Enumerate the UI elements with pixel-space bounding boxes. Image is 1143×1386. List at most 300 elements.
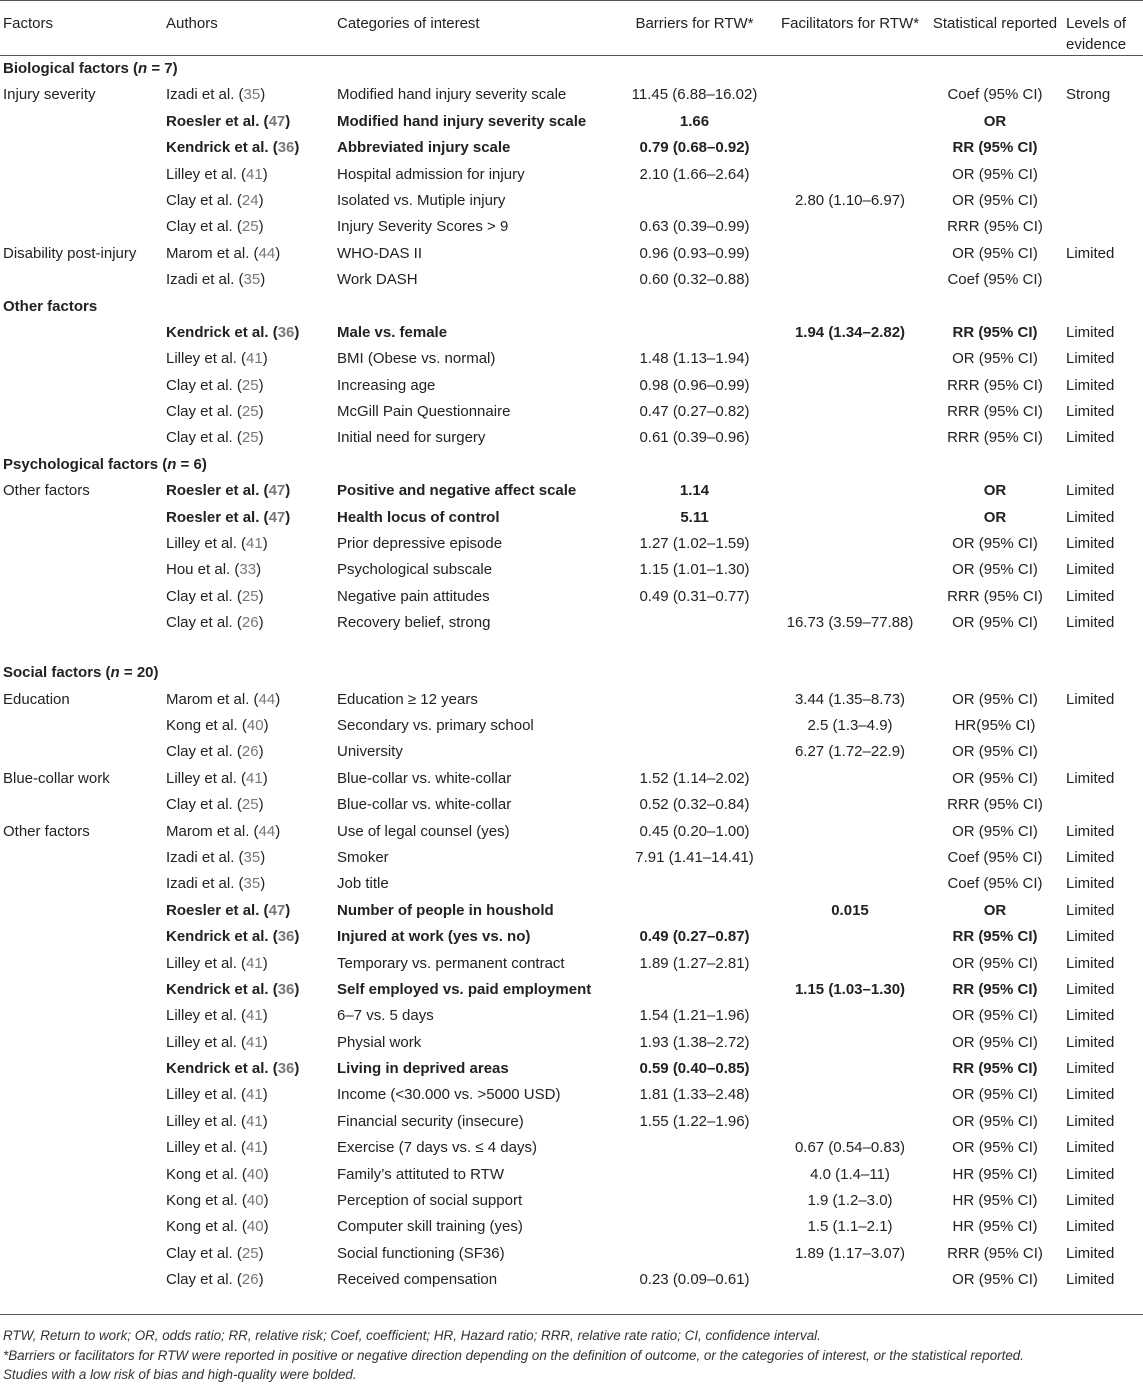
category-cell: Initial need for surgery (337, 429, 486, 447)
category-cell: Secondary vs. primary school (337, 716, 534, 734)
paren-close: ) (262, 1033, 268, 1051)
barrier-value: 0.63 (0.39–0.99) (639, 218, 750, 236)
barrier-value: 1.27 (1.02–1.59) (639, 535, 750, 553)
reference-link[interactable]: 41 (246, 1033, 263, 1051)
table-row (0, 1082, 1143, 1108)
table-row (0, 162, 1143, 188)
barrier-value: 0.47 (0.27–0.82) (639, 403, 750, 421)
category-cell: Financial security (insecure) (337, 1112, 524, 1130)
table-row (0, 267, 1143, 293)
category-cell: Positive and negative affect scale (337, 482, 577, 500)
barrier-value: 7.91 (1.41–14.41) (635, 848, 754, 866)
reference-link[interactable]: 44 (258, 822, 276, 840)
facilitator-value: 3.44 (1.35–8.73) (794, 690, 906, 708)
reference-link[interactable]: 36 (277, 323, 295, 341)
category-cell: Smoker (337, 848, 389, 866)
category-cell: Blue-collar vs. white-collar (337, 796, 512, 814)
section-label-n: n (138, 60, 148, 77)
category-cell: WHO-DAS II (337, 244, 422, 262)
barrier-value: 0.98 (0.96–0.99) (639, 376, 750, 394)
paren-open: ( (236, 1033, 247, 1051)
barrier-value: 0.49 (0.27–0.87) (639, 928, 750, 946)
reference-link[interactable]: 25 (241, 218, 259, 236)
evidence-level (1063, 267, 1143, 293)
facilitator-value (773, 373, 928, 399)
author-name: Clay et al. (166, 429, 233, 447)
header-barriers: Barriers for RTW* (617, 1, 773, 56)
paren-open: ( (237, 1192, 247, 1210)
category-cell: Abbreviated injury scale (337, 139, 511, 157)
author-cell (163, 792, 334, 818)
section-label-part: Psychological factors ( (3, 455, 168, 473)
paren-close: ) (258, 403, 264, 421)
reference-link[interactable]: 25 (241, 587, 259, 605)
table-row (0, 241, 1143, 267)
category-cell: BMI (Obese vs. normal) (337, 350, 496, 368)
table-row (0, 1109, 1143, 1135)
facilitator-value (773, 871, 928, 897)
barrier-value: 0.60 (0.32–0.88) (639, 271, 750, 289)
statistic-type: OR (983, 901, 1007, 919)
category-cell: Number of people in houshold (337, 901, 554, 919)
barrier-value (617, 713, 773, 739)
author-cell (163, 766, 334, 792)
reference-link[interactable]: 44 (258, 244, 276, 262)
reference-link[interactable]: 40 (246, 1192, 264, 1210)
barrier-value (617, 1188, 773, 1214)
evidence-level (1063, 162, 1143, 188)
author-cell (163, 1135, 334, 1161)
paren-close: ) (285, 901, 291, 919)
reference-link[interactable]: 26 (241, 743, 259, 761)
factor-cell (0, 214, 163, 240)
author-cell (163, 1082, 334, 1108)
barrier-value: 1.54 (1.21–1.96) (639, 1007, 750, 1025)
reference-link[interactable]: 25 (241, 1244, 259, 1262)
paren-open: ( (236, 769, 247, 787)
table-row (0, 713, 1143, 739)
author-cell (163, 924, 334, 950)
statistic-type: OR (95% CI) (952, 1112, 1038, 1130)
statistic-type: OR (95% CI) (952, 1271, 1038, 1289)
header-levels: Levels of evidence (1063, 1, 1143, 56)
paren-close: ) (258, 1271, 264, 1289)
reference-link[interactable]: 47 (268, 901, 286, 919)
reference-link[interactable]: 25 (241, 796, 259, 814)
reference-link[interactable]: 41 (246, 165, 263, 183)
evidence-level (1063, 135, 1143, 161)
section-label-n: n (167, 455, 177, 473)
statistic-type: OR (95% CI) (952, 1007, 1038, 1025)
reference-link[interactable]: 35 (243, 875, 261, 893)
author-name: Marom et al. (166, 244, 250, 262)
reference-link[interactable]: 36 (277, 1060, 295, 1078)
paren-close: ) (260, 271, 266, 289)
facilitator-value (773, 214, 928, 240)
category-cell: Perception of social support (337, 1192, 523, 1210)
statistic-type: OR (95% CI) (952, 165, 1038, 183)
factor-cell: Injury severity (3, 86, 96, 104)
author-name: Roesler et al. (166, 482, 260, 500)
evidence-level: Limited (1066, 1033, 1115, 1051)
factor-cell (0, 267, 163, 293)
author-name: Izadi et al. (166, 271, 235, 289)
author-name: Lilley et al. (166, 1007, 237, 1025)
facilitator-value (773, 241, 928, 267)
category-cell: Living in deprived areas (337, 1060, 509, 1078)
table-row (0, 1267, 1143, 1293)
evidence-level: Limited (1066, 535, 1115, 553)
paren-open: ( (234, 848, 244, 866)
paren-open: ( (234, 875, 244, 893)
reference-link[interactable]: 25 (241, 429, 259, 447)
category-cell: Self employed vs. paid employment (337, 980, 592, 998)
paren-close: ) (262, 1086, 268, 1104)
table-row (0, 505, 1143, 531)
author-cell (163, 425, 334, 451)
category-cell: Hospital admission for injury (337, 165, 525, 183)
factor-cell: Other factors (3, 482, 90, 500)
table-row (0, 135, 1143, 161)
reference-link[interactable]: 44 (258, 690, 276, 708)
paren-close: ) (263, 1192, 269, 1210)
reference-link[interactable]: 35 (243, 86, 261, 104)
paren-open: ( (249, 244, 259, 262)
reference-link[interactable]: 25 (241, 403, 259, 421)
factor-cell (0, 1082, 163, 1108)
table-row (0, 739, 1143, 765)
barrier-value: 1.15 (1.01–1.30) (639, 561, 750, 579)
footer-divider (0, 1314, 1143, 1315)
section-header-row (0, 294, 1143, 320)
evidence-level (1063, 188, 1143, 214)
paren-close: ) (256, 561, 262, 579)
barrier-value (617, 610, 773, 660)
table-row (0, 1214, 1143, 1240)
table-row (0, 924, 1143, 950)
author-name: Kong et al. (166, 1165, 238, 1183)
author-cell (163, 845, 334, 871)
evidence-level: Limited (1066, 376, 1115, 394)
table-row (0, 1162, 1143, 1188)
reference-link[interactable]: 36 (277, 980, 295, 998)
paren-close: ) (258, 218, 264, 236)
statistic-type: HR (95% CI) (952, 1192, 1038, 1210)
paren-open: ( (232, 614, 242, 632)
author-cell (163, 346, 334, 372)
statistic-type: Coef (95% CI) (947, 271, 1043, 289)
category-cell: Blue-collar vs. white-collar (337, 769, 512, 787)
facilitator-value (773, 478, 928, 504)
evidence-level: Limited (1066, 1271, 1115, 1289)
paren-open: ( (236, 1086, 247, 1104)
section-title: Other factors (3, 297, 98, 315)
paren-close: ) (258, 376, 264, 394)
factor-cell (0, 505, 163, 531)
paren-close: ) (294, 1060, 300, 1078)
category-cell: Modified hand injury severity scale (337, 112, 587, 130)
statistic-type: RR (95% CI) (952, 980, 1038, 998)
evidence-level: Limited (1066, 1139, 1115, 1157)
facilitator-value (773, 505, 928, 531)
author-name: Roesler et al. (166, 112, 260, 130)
barrier-value (617, 1162, 773, 1188)
evidence-level: Limited (1066, 482, 1115, 500)
table-row (0, 557, 1143, 583)
reference-link[interactable]: 40 (246, 716, 264, 734)
paren-close: ) (275, 690, 281, 708)
evidence-level: Limited (1066, 244, 1115, 262)
table-row (0, 792, 1143, 818)
table-row (0, 766, 1143, 792)
reference-link[interactable]: 41 (246, 535, 263, 553)
author-name: Kendrick et al. (166, 323, 269, 341)
author-cell (163, 871, 334, 897)
factor-cell (0, 1188, 163, 1214)
author-cell (163, 739, 334, 765)
statistic-type: OR (95% CI) (952, 1033, 1038, 1051)
paren-close: ) (258, 1244, 264, 1262)
reference-link[interactable]: 26 (241, 614, 259, 632)
category-cell: Temporary vs. permanent contract (337, 954, 565, 972)
author-cell (163, 1030, 334, 1056)
section-label-n: n (110, 664, 120, 682)
statistic-type: RRR (95% CI) (947, 376, 1043, 394)
author-cell (163, 188, 334, 214)
factor-cell (0, 531, 163, 557)
author-cell (163, 82, 334, 108)
facilitator-value: 2.80 (1.10–6.97) (794, 191, 906, 209)
evidence-level: Limited (1066, 1086, 1115, 1104)
factor-cell (0, 135, 163, 161)
facilitator-value: 1.5 (1.1–2.1) (807, 1218, 893, 1236)
author-name: Clay et al. (166, 587, 233, 605)
author-cell (163, 610, 334, 660)
reference-link[interactable]: 24 (241, 191, 259, 209)
reference-link[interactable]: 41 (246, 1139, 263, 1157)
section-header-row (0, 452, 1143, 478)
reference-link[interactable]: 36 (277, 928, 295, 946)
reference-link[interactable]: 47 (268, 508, 286, 526)
paren-open: ( (259, 508, 269, 526)
reference-link[interactable]: 41 (246, 1086, 263, 1104)
reference-link[interactable]: 41 (246, 1112, 263, 1130)
section-label-part: Biological factors ( (3, 60, 139, 77)
author-name: Kong et al. (166, 1218, 238, 1236)
paren-close: ) (258, 614, 264, 632)
author-cell (163, 320, 334, 346)
statistic-type: RRR (95% CI) (947, 587, 1043, 605)
author-name: Clay et al. (166, 376, 233, 394)
author-cell (163, 819, 334, 845)
reference-link[interactable]: 47 (268, 482, 286, 500)
barrier-value (617, 871, 773, 897)
paren-close: ) (260, 848, 266, 866)
paren-close: ) (263, 716, 269, 734)
table-row (0, 188, 1143, 214)
paren-open: ( (230, 561, 240, 579)
evidence-level: Limited (1066, 350, 1115, 368)
author-name: Izadi et al. (166, 875, 235, 893)
table-row (0, 687, 1143, 713)
evidence-level: Limited (1066, 980, 1115, 998)
factor-cell (0, 1003, 163, 1029)
factor-cell: Other factors (3, 822, 90, 840)
paren-open: ( (232, 403, 242, 421)
paren-open: ( (236, 1139, 247, 1157)
category-cell: Exercise (7 days vs. ≤ 4 days) (337, 1139, 537, 1157)
paren-open: ( (268, 1060, 278, 1078)
factor-cell (0, 1056, 163, 1082)
facilitator-value (773, 1109, 928, 1135)
evidence-level (1063, 713, 1143, 739)
author-name: Clay et al. (166, 796, 233, 814)
reference-link[interactable]: 47 (268, 112, 286, 130)
reference-link[interactable]: 41 (246, 954, 263, 972)
table-row (0, 898, 1143, 924)
paren-open: ( (232, 796, 242, 814)
statistic-type: OR (983, 112, 1007, 130)
evidence-level: Limited (1066, 822, 1115, 840)
facilitator-value (773, 819, 928, 845)
factor-cell (0, 188, 163, 214)
statistic-type: OR (95% CI) (952, 614, 1038, 632)
barrier-value: 1.66 (679, 112, 710, 130)
author-cell (163, 531, 334, 557)
table-row (0, 1188, 1143, 1214)
statistic-type: RRR (95% CI) (947, 796, 1043, 814)
category-cell: 6–7 vs. 5 days (337, 1007, 434, 1025)
reference-link[interactable]: 40 (246, 1165, 264, 1183)
factor-cell (0, 162, 163, 188)
reference-link[interactable]: 25 (241, 376, 259, 394)
author-name: Clay et al. (166, 403, 233, 421)
paren-open: ( (232, 191, 242, 209)
factor-cell (0, 557, 163, 583)
facilitator-value (773, 584, 928, 610)
barrier-value: 0.45 (0.20–1.00) (639, 822, 750, 840)
paren-close: ) (258, 796, 264, 814)
paren-open: ( (259, 901, 269, 919)
barrier-value: 1.81 (1.33–2.48) (639, 1086, 750, 1104)
factor-cell (0, 1162, 163, 1188)
category-cell: Job title (337, 875, 389, 893)
barrier-value: 1.14 (679, 482, 710, 500)
evidence-level: Limited (1066, 1007, 1115, 1025)
statistic-type: Coef (95% CI) (947, 875, 1043, 893)
barrier-value: 0.23 (0.09–0.61) (639, 1271, 750, 1289)
section-title (0, 452, 1143, 478)
statistic-type: HR (95% CI) (952, 1165, 1038, 1183)
category-cell: Isolated vs. Mutiple injury (337, 191, 506, 209)
paren-close: ) (260, 875, 266, 893)
barrier-value (617, 188, 773, 214)
paren-close: ) (258, 743, 264, 761)
factor-cell (0, 977, 163, 1003)
paren-open: ( (236, 1112, 247, 1130)
author-cell (163, 241, 334, 267)
reference-link[interactable]: 41 (246, 1007, 263, 1025)
reference-link[interactable]: 33 (239, 561, 257, 579)
author-cell (163, 1109, 334, 1135)
paren-close: ) (260, 86, 266, 104)
header-row (0, 1, 1143, 56)
author-name: Izadi et al. (166, 86, 235, 104)
table-body (0, 56, 1143, 1294)
footnote-direction: *Barriers or facilitators for RTW were reported in positive or negative direction depending on the definition of outcome, or the categories of interest, or the statistical reported. (3, 1347, 1024, 1363)
paren-open: ( (232, 1244, 242, 1262)
statistic-type: RR (95% CI) (952, 1060, 1038, 1078)
facilitator-value (773, 346, 928, 372)
category-cell: Physial work (337, 1033, 422, 1051)
reference-link[interactable]: 41 (246, 350, 263, 368)
statistic-type: OR (95% CI) (952, 1139, 1038, 1157)
paren-open: ( (232, 743, 242, 761)
evidence-level: Limited (1066, 323, 1115, 341)
author-cell (163, 373, 334, 399)
facilitator-value (773, 1003, 928, 1029)
author-cell (163, 951, 334, 977)
paren-close: ) (285, 482, 291, 500)
barrier-value (617, 739, 773, 765)
reference-link[interactable]: 26 (241, 1271, 259, 1289)
factor-cell (0, 425, 163, 451)
reference-link[interactable]: 41 (246, 769, 263, 787)
barrier-value: 1.48 (1.13–1.94) (639, 350, 750, 368)
author-cell (163, 898, 334, 924)
table-row (0, 1003, 1143, 1029)
evidence-level (1063, 214, 1143, 240)
author-name: Lilley et al. (166, 1139, 237, 1157)
statistic-type: OR (983, 508, 1007, 526)
table-row (0, 1135, 1143, 1161)
evidence-level (1063, 109, 1143, 135)
paren-close: ) (262, 1007, 268, 1025)
facilitator-value (773, 557, 928, 583)
facilitator-value (773, 82, 928, 108)
facilitator-value: 1.15 (1.03–1.30) (794, 980, 906, 998)
facilitator-value (773, 135, 928, 161)
table-row (0, 951, 1143, 977)
statistic-type: RRR (95% CI) (947, 403, 1043, 421)
paren-open: ( (232, 429, 242, 447)
statistic-type: OR (95% CI) (952, 191, 1038, 209)
author-cell (163, 1056, 334, 1082)
category-cell: Computer skill training (yes) (337, 1218, 523, 1236)
table-row (0, 425, 1143, 451)
factor-cell (0, 584, 163, 610)
factor-cell (0, 951, 163, 977)
reference-link[interactable]: 35 (243, 271, 261, 289)
section-label-part: = 7) (147, 60, 178, 77)
reference-link[interactable]: 36 (277, 139, 295, 157)
reference-link[interactable]: 35 (243, 848, 261, 866)
author-name: Marom et al. (166, 822, 250, 840)
section-label-part: = 6) (176, 455, 207, 473)
barrier-value (617, 687, 773, 713)
paren-close: ) (285, 112, 291, 130)
section-header-row (0, 56, 1143, 83)
table-row (0, 1241, 1143, 1267)
evidence-level: Limited (1066, 561, 1115, 579)
evidence-level: Limited (1066, 1060, 1115, 1078)
facilitator-value (773, 1030, 928, 1056)
evidence-level: Limited (1066, 403, 1115, 421)
factor-cell (0, 792, 163, 818)
author-name: Lilley et al. (166, 165, 237, 183)
evidence-level: Limited (1066, 769, 1115, 787)
reference-link[interactable]: 40 (246, 1218, 264, 1236)
